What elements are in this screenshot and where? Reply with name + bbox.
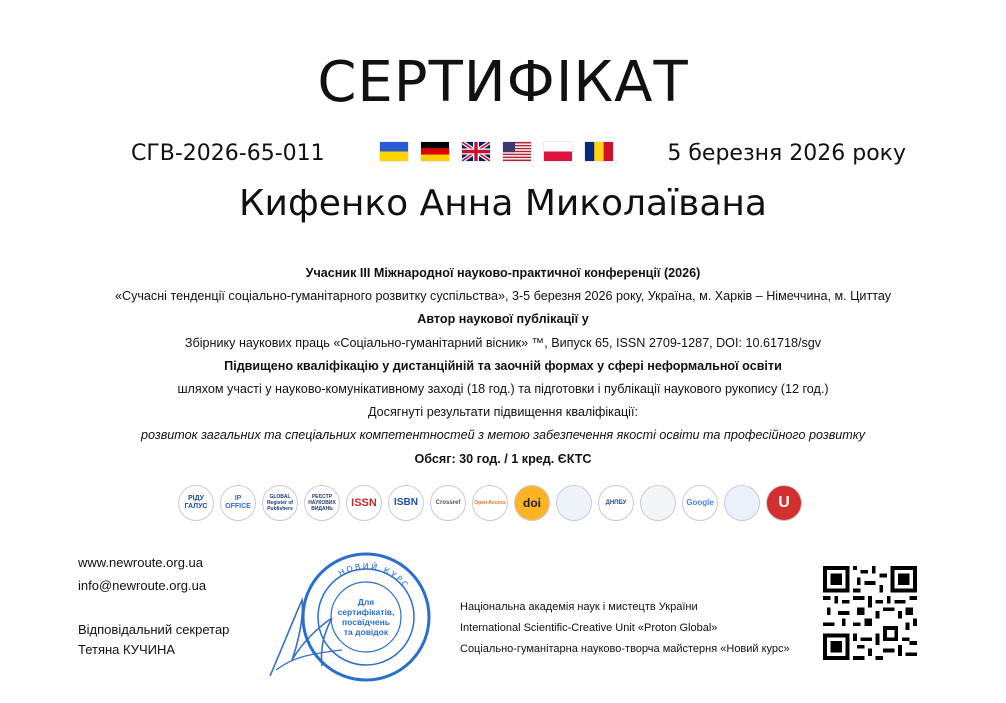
organization-3: Соціально-гуманітарна науково-творча майстерня «Новий курс» — [460, 643, 790, 655]
crossref-icon: Crossref — [430, 485, 466, 521]
recipient-name: Кифенко Анна Миколаївана — [238, 183, 767, 224]
volume-line: Обсяг: 30 год. / 1 кред. ЄКТС — [414, 451, 592, 466]
stamp-icon — [300, 551, 432, 683]
secretary-name: Тетяна КУЧИНА — [78, 642, 176, 657]
ip-office-icon: IP OFFICE — [220, 485, 256, 521]
ukrainika-icon — [640, 485, 676, 521]
google-icon: Google — [682, 485, 718, 521]
poland-flag-icon — [544, 142, 572, 161]
conference-participant-line: Учасник III Міжнародної науково-практичної конференції (2026) — [305, 266, 701, 280]
uk-flag-icon — [462, 142, 490, 161]
stamp-center-line-3: посвідчень — [342, 617, 390, 627]
certificate-body — [0, 262, 1006, 471]
issn-icon: ISSN — [346, 485, 382, 521]
secretary-block — [78, 620, 229, 660]
organization-1: Національна академія наук і мистецтв України — [460, 601, 698, 613]
qr-code-icon[interactable] — [823, 566, 917, 660]
doi-icon: doi — [514, 485, 550, 521]
conference-title-line: «Сучасні тенденції соціально-гуманітарного розвитку суспільства», 3-5 березня 2026 року, Україна, м. Харків – Німеччина, м. Циттау — [114, 289, 892, 304]
dnpbu-icon: ДНПБУ — [598, 485, 634, 521]
ukraine-flag-icon — [380, 142, 408, 161]
certificate-date: 5 березня 2026 року — [667, 141, 906, 166]
global-register-icon: GLOBAL Register of Publishers — [262, 485, 298, 521]
stamp-center-line-1: Для — [357, 597, 375, 607]
stamp-center-line-2: сертифікатів, — [337, 607, 395, 617]
results-line: розвиток загальних та спеціальних компетентностей з метою забезпечення якості освіти та професійного розвитку — [140, 428, 866, 443]
reiestr-icon: РЕЄСТР НАУКОВИХ ВИДАНЬ — [304, 485, 340, 521]
collection-line: Збірнику наукових праць «Соціально-гуманітарний вісник» ™, Випуск 65, ISSN 2709-1287, DOI: 10.61718/sgv — [184, 335, 822, 350]
usa-flag-icon — [503, 142, 531, 161]
email-text: info@newroute.org.ua — [78, 578, 207, 593]
romania-flag-icon — [585, 142, 613, 161]
secretary-role: Відповідальний секретар — [78, 622, 230, 637]
researchbib-icon — [724, 485, 760, 521]
organization-2: International Scientific-Creative Unit «Proton Global» — [460, 622, 718, 634]
indexing-logos-row — [178, 485, 802, 521]
certificate-title: СЕРТИФІКАТ — [317, 50, 689, 115]
ridu-icon: РІДУ ГАЛУС — [178, 485, 214, 521]
certificate-number: СГВ-2026-65-011 — [131, 141, 325, 166]
website-text: www.newroute.org.ua — [78, 555, 204, 570]
flags-row — [380, 142, 613, 161]
results-heading-line: Досягнуті результати підвищення кваліфікації: — [368, 405, 638, 420]
nbuv-icon — [556, 485, 592, 521]
qualification-line: Підвищено кваліфікацію у дистанційній та заочній формах у сфері неформальної освіти — [224, 358, 782, 373]
open-access-icon: Open Access — [472, 485, 508, 521]
u-icon: U — [766, 485, 802, 521]
stamp-center-line-4: та довідок — [343, 627, 389, 637]
organizations-block — [460, 597, 790, 660]
isbn-icon: ISBN — [388, 485, 424, 521]
stamp-ring-text: НОВИЙ КУРС — [336, 561, 411, 591]
germany-flag-icon — [421, 142, 449, 161]
author-line: Автор наукової публікації у — [417, 312, 589, 327]
participation-line: шляхом участі у науково-комунікативному заході (18 год.) та підготовки і публікації наукового рукопису (12 год.) — [177, 382, 829, 397]
